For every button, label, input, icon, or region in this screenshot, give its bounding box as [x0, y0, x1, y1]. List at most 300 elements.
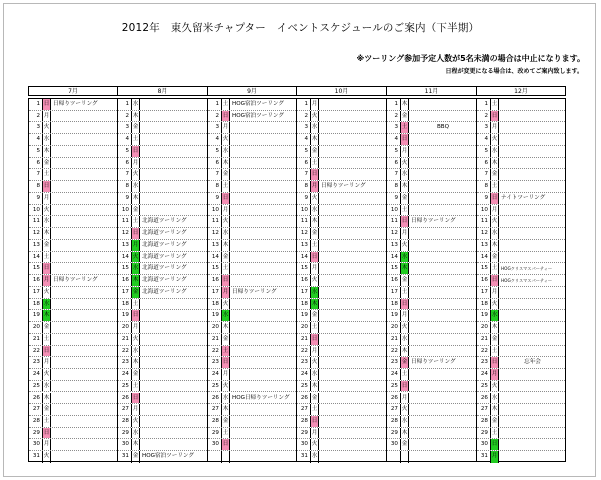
- day-row: [29, 404, 117, 416]
- weekday-cell-empty: [400, 451, 409, 463]
- day-row: [477, 240, 565, 252]
- weekday-cell: 月: [400, 146, 409, 157]
- day-row: [387, 451, 476, 463]
- event-label: 日帰りツーリング: [321, 183, 366, 190]
- day-number: 21: [32, 335, 40, 342]
- day-number: 16: [121, 277, 129, 284]
- day-number: 31: [32, 453, 40, 460]
- day-number: 19: [300, 312, 308, 319]
- weekday-cell: 水: [310, 205, 319, 216]
- day-row: [118, 169, 207, 181]
- weekday-cell: 火: [310, 275, 319, 286]
- day-number: 4: [484, 136, 488, 143]
- day-row: [208, 346, 296, 358]
- day-number: 27: [32, 406, 40, 413]
- day-row: [208, 369, 296, 381]
- day-number: 6: [36, 159, 40, 166]
- month-column: [28, 98, 118, 462]
- day-number: 4: [125, 136, 129, 143]
- day-row: [297, 111, 386, 123]
- weekday-cell: 金: [42, 404, 51, 415]
- day-row: [118, 334, 207, 346]
- day-number: 9: [484, 194, 488, 201]
- day-row: [29, 428, 117, 440]
- day-row: [297, 146, 386, 158]
- month-column: [477, 98, 566, 462]
- day-number: 14: [390, 253, 398, 260]
- day-number: 22: [390, 347, 398, 354]
- event-label: 北海道ツーリング: [142, 241, 187, 248]
- day-row: [297, 216, 386, 228]
- day-number: 4: [215, 136, 219, 143]
- event-label: HOG宿泊ツーリング: [232, 112, 284, 119]
- weekday-cell: 月: [221, 122, 230, 133]
- weekday-cell: 月: [400, 228, 409, 239]
- day-row: [208, 134, 296, 146]
- day-number: 25: [32, 382, 40, 389]
- weekday-cell: 水: [221, 228, 230, 239]
- day-number: 9: [36, 194, 40, 201]
- weekday-cell: 水: [490, 393, 499, 404]
- event-label: 北海道ツーリング: [142, 230, 187, 237]
- day-number: 6: [394, 159, 398, 166]
- day-row: [477, 158, 565, 170]
- day-row: [297, 451, 386, 463]
- day-row: [387, 322, 476, 334]
- day-row: [29, 216, 117, 228]
- day-row: [29, 252, 117, 264]
- event-label: HOGクリスマスパーティー: [501, 266, 553, 272]
- weekday-cell: 金: [42, 240, 51, 251]
- weekday-cell: 金: [42, 158, 51, 169]
- day-number: 17: [390, 288, 398, 295]
- notice-participants: ※ツーリング参加予定人数が5名未満の場合は中止になります。: [356, 54, 585, 63]
- day-number: 27: [390, 406, 398, 413]
- day-number: 11: [32, 218, 40, 225]
- day-row: [118, 322, 207, 334]
- day-number: 10: [390, 206, 398, 213]
- day-number: 10: [480, 206, 488, 213]
- day-row: [29, 334, 117, 346]
- weekday-cell: 木: [221, 322, 230, 333]
- day-row: [29, 393, 117, 405]
- day-number: 24: [211, 371, 219, 378]
- day-number: 12: [121, 230, 129, 237]
- day-row: [477, 369, 565, 381]
- day-number: 22: [211, 347, 219, 354]
- day-row: [477, 193, 565, 205]
- day-row: [208, 216, 296, 228]
- weekday-cell: 火: [310, 111, 319, 122]
- day-row: [118, 310, 207, 322]
- day-number: 30: [211, 441, 219, 448]
- day-number: 5: [304, 147, 308, 154]
- weekday-cell: 木: [221, 404, 230, 415]
- weekday-cell: 土: [400, 369, 409, 380]
- day-row: [477, 346, 565, 358]
- day-number: 27: [121, 406, 129, 413]
- weekday-cell: 土: [42, 334, 51, 345]
- day-row: [297, 346, 386, 358]
- weekday-cell: 月: [221, 205, 230, 216]
- day-row: [387, 193, 476, 205]
- weekday-cell: 金: [400, 111, 409, 122]
- weekday-cell: 火: [42, 122, 51, 133]
- day-row: [29, 416, 117, 428]
- day-number: 8: [215, 183, 219, 190]
- day-number: 4: [394, 136, 398, 143]
- day-row: [387, 146, 476, 158]
- day-number: 20: [32, 324, 40, 331]
- page-title: 2012年 東久留米チャプター イベントスケジュールのご案内（下半期）: [121, 22, 480, 34]
- day-row: [29, 205, 117, 217]
- weekday-cell: 金: [400, 357, 409, 368]
- weekday-cell: 土: [310, 158, 319, 169]
- day-number: 1: [36, 101, 40, 107]
- day-row: [208, 299, 296, 311]
- weekday-cell: 日: [490, 357, 499, 368]
- weekday-cell: 木: [42, 146, 51, 157]
- day-number: 21: [121, 335, 129, 342]
- weekday-cell: 月: [490, 369, 499, 380]
- weekday-cell: 土: [221, 99, 230, 110]
- weekday-cell: 月: [131, 158, 140, 169]
- month-column: [118, 98, 208, 462]
- day-number: 25: [121, 382, 129, 389]
- day-row: [208, 416, 296, 428]
- day-row: [297, 181, 386, 193]
- day-row: [477, 134, 565, 146]
- day-number: 3: [125, 124, 129, 131]
- day-number: 16: [300, 277, 308, 284]
- weekday-cell: 水: [131, 263, 140, 274]
- day-number: 29: [390, 429, 398, 436]
- day-number: 23: [480, 359, 488, 366]
- weekday-cell: 水: [42, 381, 51, 392]
- day-row: [118, 439, 207, 451]
- day-number: 22: [480, 347, 488, 354]
- day-row: [477, 111, 565, 123]
- weekday-cell: 金: [310, 310, 319, 321]
- weekday-cell-empty: [221, 451, 230, 463]
- day-row: [208, 404, 296, 416]
- weekday-cell: 土: [42, 416, 51, 427]
- day-row: [387, 346, 476, 358]
- day-number: 16: [211, 277, 219, 284]
- weekday-cell: 水: [400, 252, 409, 263]
- day-number: 3: [394, 124, 398, 131]
- day-row: [29, 439, 117, 451]
- weekday-cell: 月: [42, 357, 51, 368]
- day-row: [297, 404, 386, 416]
- day-row: [387, 216, 476, 228]
- weekday-cell: 水: [490, 228, 499, 239]
- weekday-cell: 水: [400, 416, 409, 427]
- day-number: 26: [211, 394, 219, 401]
- day-row: [477, 99, 565, 111]
- day-row: [118, 122, 207, 134]
- day-row: [29, 240, 117, 252]
- day-number: 23: [300, 359, 308, 366]
- day-number: 18: [211, 300, 219, 307]
- weekday-cell: 木: [310, 381, 319, 392]
- weekday-cell: 月: [310, 346, 319, 357]
- weekday-cell: 日: [42, 99, 51, 110]
- weekday-cell: 月: [131, 322, 140, 333]
- weekday-cell: 火: [490, 134, 499, 145]
- weekday-cell: 月: [310, 181, 319, 192]
- weekday-cell: 土: [400, 287, 409, 298]
- day-number: 1: [215, 101, 219, 107]
- day-number: 14: [121, 253, 129, 260]
- day-number: 3: [304, 124, 308, 131]
- weekday-cell: 日: [42, 181, 51, 192]
- day-row: [118, 393, 207, 405]
- weekday-cell: 金: [490, 169, 499, 180]
- day-number: 5: [394, 147, 398, 154]
- weekday-cell: 金: [131, 451, 140, 463]
- day-row: [118, 111, 207, 123]
- weekday-cell: 木: [131, 111, 140, 122]
- day-row: [208, 169, 296, 181]
- weekday-cell: 水: [131, 346, 140, 357]
- weekday-cell: 金: [400, 275, 409, 286]
- weekday-cell: 日: [400, 381, 409, 392]
- day-number: 2: [215, 112, 219, 119]
- weekday-cell: 土: [131, 134, 140, 145]
- weekday-cell: 金: [221, 334, 230, 345]
- weekday-cell: 火: [221, 299, 230, 310]
- weekday-cell: 金: [131, 122, 140, 133]
- day-number: 6: [215, 159, 219, 166]
- day-row: [387, 181, 476, 193]
- weekday-cell: 土: [221, 428, 230, 439]
- day-number: 4: [36, 136, 40, 143]
- day-number: 25: [300, 382, 308, 389]
- weekday-cell: 土: [310, 404, 319, 415]
- day-number: 20: [480, 324, 488, 331]
- weekday-cell: 月: [310, 263, 319, 274]
- day-number: 18: [480, 300, 488, 307]
- day-row: [477, 205, 565, 217]
- day-row: [118, 404, 207, 416]
- weekday-cell: 水: [42, 216, 51, 227]
- day-row: [118, 181, 207, 193]
- day-row: [477, 216, 565, 228]
- day-row: [29, 181, 117, 193]
- day-row: [297, 205, 386, 217]
- day-row: [29, 451, 117, 463]
- day-number: 26: [300, 394, 308, 401]
- day-number: 13: [390, 241, 398, 248]
- day-row: [29, 263, 117, 275]
- day-row: [297, 393, 386, 405]
- weekday-cell: 木: [42, 310, 51, 321]
- day-number: 17: [211, 288, 219, 295]
- day-number: 7: [484, 171, 488, 178]
- day-row: [387, 263, 476, 275]
- day-row: [297, 416, 386, 428]
- day-number: 25: [480, 382, 488, 389]
- day-number: 8: [36, 183, 40, 190]
- weekday-cell: 水: [131, 181, 140, 192]
- day-row: [297, 134, 386, 146]
- day-row: [208, 381, 296, 393]
- day-row: [118, 451, 207, 463]
- day-row: [387, 393, 476, 405]
- day-number: 13: [121, 241, 129, 248]
- weekday-cell: 月: [490, 122, 499, 133]
- day-row: [387, 416, 476, 428]
- day-row: [387, 134, 476, 146]
- month-header: 11月: [387, 86, 477, 96]
- day-row: [477, 287, 565, 299]
- day-row: [118, 263, 207, 275]
- weekday-cell: 火: [400, 240, 409, 251]
- weekday-cell: 日: [131, 228, 140, 239]
- weekday-cell: 木: [42, 393, 51, 404]
- day-row: [387, 228, 476, 240]
- weekday-cell: 木: [490, 322, 499, 333]
- day-number: 15: [32, 265, 40, 272]
- day-number: 13: [211, 241, 219, 248]
- day-row: [477, 357, 565, 369]
- day-number: 3: [215, 124, 219, 131]
- day-row: [118, 240, 207, 252]
- day-number: 29: [32, 429, 40, 436]
- weekday-cell: 木: [310, 134, 319, 145]
- day-number: 22: [32, 347, 40, 354]
- day-row: [477, 416, 565, 428]
- weekday-cell: 月: [310, 428, 319, 439]
- day-number: 30: [121, 441, 129, 448]
- weekday-cell: 火: [42, 205, 51, 216]
- day-number: 23: [32, 359, 40, 366]
- day-number: 6: [304, 159, 308, 166]
- day-number: 17: [32, 288, 40, 295]
- day-row: [387, 310, 476, 322]
- weekday-cell: 木: [400, 99, 409, 110]
- day-row: [29, 322, 117, 334]
- weekday-cell: 土: [490, 428, 499, 439]
- weekday-cell: 火: [221, 381, 230, 392]
- day-number: 16: [32, 277, 40, 284]
- weekday-cell: 木: [490, 240, 499, 251]
- day-row: [477, 381, 565, 393]
- weekday-cell: 月: [400, 310, 409, 321]
- weekday-cell: 月: [400, 393, 409, 404]
- weekday-cell: 土: [400, 122, 409, 133]
- day-number: 19: [32, 312, 40, 319]
- day-row: [208, 158, 296, 170]
- day-number: 5: [215, 147, 219, 154]
- day-row: [29, 287, 117, 299]
- day-row: [208, 322, 296, 334]
- weekday-cell: 土: [490, 263, 499, 274]
- day-row: [208, 428, 296, 440]
- day-number: 31: [121, 453, 129, 460]
- weekday-cell: 火: [131, 334, 140, 345]
- weekday-cell: 水: [310, 287, 319, 298]
- day-number: 16: [480, 277, 488, 284]
- event-label: 日帰りツーリング: [411, 218, 456, 225]
- day-row: [208, 111, 296, 123]
- day-row: [387, 357, 476, 369]
- weekday-cell: 土: [131, 381, 140, 392]
- day-number: 23: [121, 359, 129, 366]
- day-number: 22: [121, 347, 129, 354]
- weekday-cell: 土: [221, 181, 230, 192]
- month-header: 12月: [477, 86, 566, 96]
- weekday-cell: 金: [400, 193, 409, 204]
- day-number: 9: [394, 194, 398, 201]
- weekday-cell: 木: [490, 404, 499, 415]
- weekday-cell: 木: [42, 228, 51, 239]
- month-header: 9月: [208, 86, 297, 96]
- day-number: 2: [394, 112, 398, 119]
- day-row: [29, 310, 117, 322]
- day-number: 28: [390, 417, 398, 424]
- day-row: [118, 205, 207, 217]
- day-row: [387, 381, 476, 393]
- event-label: HOG日帰りツーリング: [232, 394, 290, 401]
- day-number: 8: [394, 183, 398, 190]
- day-number: 25: [211, 382, 219, 389]
- day-number: 25: [390, 382, 398, 389]
- day-number: 7: [394, 171, 398, 178]
- day-row: [118, 158, 207, 170]
- day-row: [29, 369, 117, 381]
- day-row: [208, 451, 296, 463]
- day-number: 28: [121, 417, 129, 424]
- weekday-cell: 金: [131, 287, 140, 298]
- weekday-cell: 火: [131, 252, 140, 263]
- day-number: 12: [300, 230, 308, 237]
- weekday-cell: 日: [310, 169, 319, 180]
- weekday-cell: 木: [131, 357, 140, 368]
- notice-schedule-change: 日程が変更になる場合は、改めてご案内致します。: [445, 68, 583, 75]
- weekday-cell: 金: [310, 146, 319, 157]
- weekday-cell: 水: [42, 299, 51, 310]
- day-row: [297, 428, 386, 440]
- month-header: 10月: [297, 86, 387, 96]
- day-row: [297, 381, 386, 393]
- weekday-cell: 土: [310, 322, 319, 333]
- day-row: [29, 169, 117, 181]
- day-row: [208, 99, 296, 111]
- day-row: [387, 158, 476, 170]
- weekday-cell: 金: [490, 416, 499, 427]
- day-number: 14: [480, 253, 488, 260]
- weekday-cell: 日: [490, 193, 499, 204]
- day-number: 1: [304, 101, 308, 107]
- weekday-cell: 木: [400, 263, 409, 274]
- weekday-cell: 月: [221, 369, 230, 380]
- day-number: 5: [484, 147, 488, 154]
- day-number: 1: [484, 101, 488, 107]
- event-label: 日帰りツーリング: [411, 359, 456, 366]
- day-number: 30: [390, 441, 398, 448]
- day-row: [208, 439, 296, 451]
- day-number: 10: [121, 206, 129, 213]
- day-row: [387, 240, 476, 252]
- day-number: 26: [480, 394, 488, 401]
- day-number: 20: [390, 324, 398, 331]
- day-number: 22: [300, 347, 308, 354]
- day-row: [118, 146, 207, 158]
- day-number: 24: [390, 371, 398, 378]
- weekday-cell: 月: [42, 439, 51, 450]
